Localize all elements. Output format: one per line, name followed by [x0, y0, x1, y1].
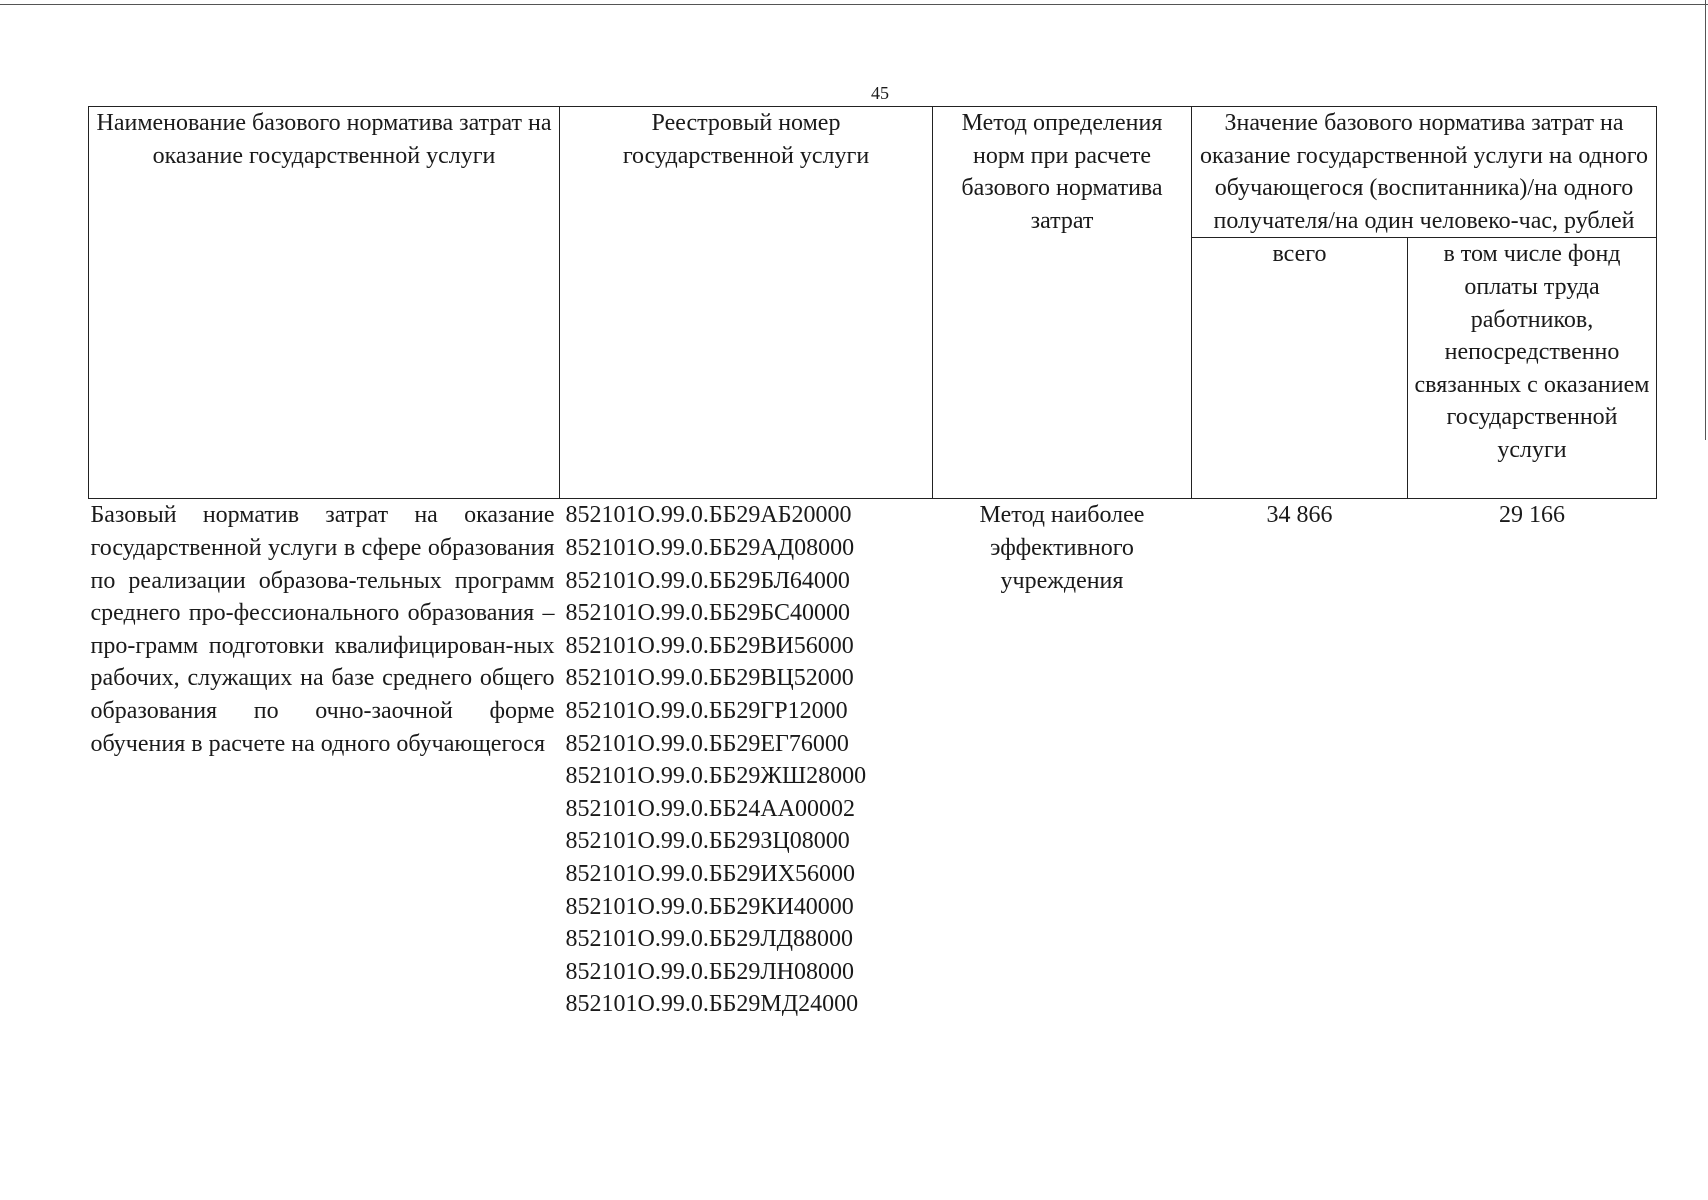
cell-total: 34 866 [1266, 502, 1333, 529]
cell-payroll: 29 166 [1499, 502, 1565, 529]
header-payroll: в том числе фонд оплаты труда работников, непосредственно связанных с оказанием государственной услуги [1408, 238, 1657, 499]
header-registry-number: Реестровый номер государственной услуги [560, 107, 933, 499]
scan-right-edge [1705, 0, 1706, 440]
header-name: Наименование базового норматива затрат на оказание государственной услуги [89, 107, 560, 499]
registry-number: 852101О.99.0.ББ29ИХ56000 [565, 860, 856, 887]
registry-number: 852101О.99.0.ББ29АБ20000 [565, 502, 852, 529]
registry-number: 852101О.99.0.ББ29ГР12000 [565, 697, 848, 724]
cell-norm-name: Базовый норматив затрат на оказание государственной услуги в сфере образования по реализации образова-тельных программ среднего про-фессионального образования – про-грамм подготовки квалифицирован-ных рабочих, служащих на базе среднего общего образования по очно-заочной форме обучения в расчете на одного обучающегося [90, 502, 555, 757]
scan-top-rule [0, 4, 1708, 5]
cell-registry-numbers [560, 499, 933, 1021]
page-number: 45 [871, 83, 889, 103]
registry-number: 852101О.99.0.ББ29ЗЦ08000 [565, 828, 850, 855]
header-method: Метод определения норм при расчете базового норматива затрат [933, 107, 1192, 499]
registry-number: 852101О.99.0.ББ29ВЦ52000 [565, 665, 854, 692]
registry-number: 852101О.99.0.ББ29БЛ64000 [565, 567, 850, 594]
norm-table [88, 106, 1657, 1021]
header-row [89, 107, 1657, 238]
registry-number: 852101О.99.0.ББ29ЖШ28000 [565, 763, 867, 790]
registry-number: 852101О.99.0.ББ29ЛН08000 [565, 958, 855, 985]
registry-number: 852101О.99.0.ББ29БС40000 [565, 600, 851, 627]
registry-number: 852101О.99.0.ББ29МД24000 [565, 991, 859, 1018]
registry-number: 852101О.99.0.ББ29ЕГ76000 [565, 730, 849, 757]
registry-number: 852101О.99.0.ББ29АД08000 [565, 534, 855, 561]
header-total: всего [1192, 238, 1408, 499]
cell-method: Метод наиболее эффективного учреждения [979, 502, 1145, 594]
registry-number: 852101О.99.0.ББ29ЛД88000 [565, 926, 854, 953]
header-value-group: Значение базового норматива затрат на оказание государственной услуги на одного обучающегося (воспитанника)/на одного получателя/на один человеко-час, рублей [1192, 107, 1657, 238]
registry-number: 852101О.99.0.ББ29ВИ56000 [565, 632, 854, 659]
registry-number: 852101О.99.0.ББ24АА00002 [565, 795, 856, 822]
registry-number: 852101О.99.0.ББ29КИ40000 [565, 893, 854, 920]
table-row [89, 499, 1657, 1021]
